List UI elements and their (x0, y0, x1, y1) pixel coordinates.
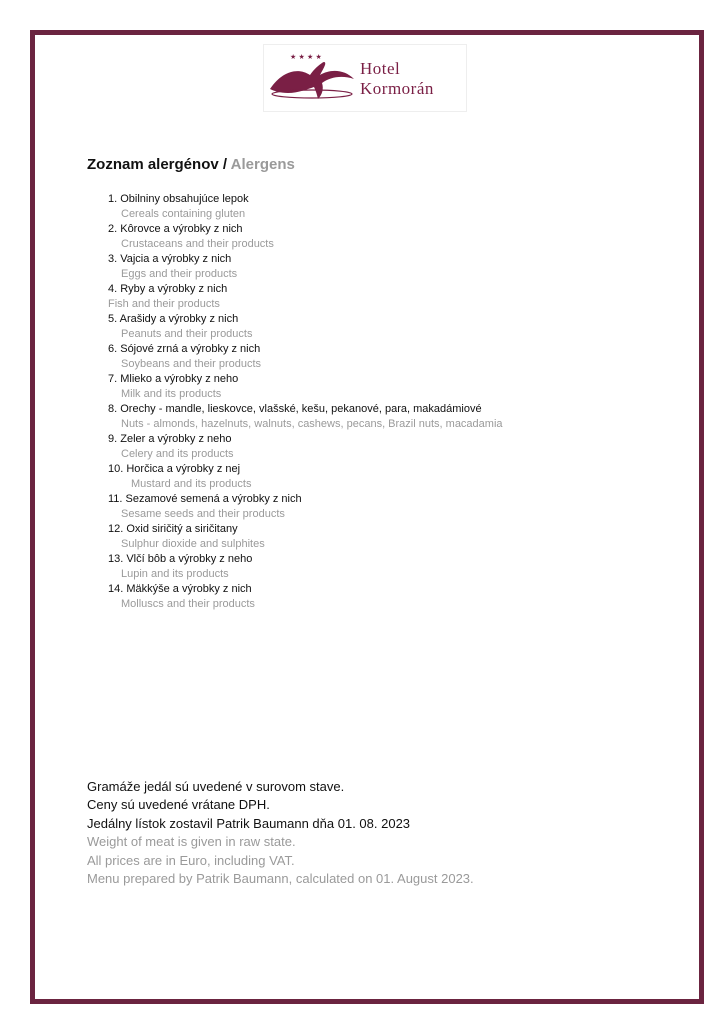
title-sk: Zoznam alergénov (87, 156, 219, 173)
allergen-en: Mustard and its products (131, 478, 252, 490)
allergen-item (108, 342, 668, 372)
allergen-sk: 6. Sójové zrná a výrobky z nich (108, 343, 261, 355)
allergen-en: Sulphur dioxide and sulphites (121, 538, 265, 550)
allergen-sk: 8. Orechy - mandle, lieskovce, vlašské, kešu, pekanové, para, makadámiové (108, 403, 482, 415)
logo-text-kormoran: Kormorán (360, 79, 434, 98)
allergen-item (108, 552, 668, 582)
allergen-sk: 5. Arašidy a výrobky z nich (108, 313, 239, 325)
footer-note-en: All prices are in Euro, including VAT. (87, 852, 295, 868)
allergen-item (108, 282, 668, 312)
allergen-item (108, 432, 668, 462)
allergen-en: Molluscs and their products (121, 598, 255, 610)
title-en: Alergens (230, 156, 295, 173)
allergen-item (108, 402, 668, 432)
allergen-en: Celery and its products (121, 448, 234, 460)
footer-note-en: Menu prepared by Patrik Baumann, calculated on 01. August 2023. (87, 871, 474, 887)
footer-note-en: Weight of meat is given in raw state. (87, 834, 296, 850)
allergen-en: Nuts - almonds, hazelnuts, walnuts, cashews, pecans, Brazil nuts, macadamia (121, 418, 503, 430)
page-title (87, 156, 295, 173)
allergen-en: Soybeans and their products (121, 358, 262, 370)
allergen-item (108, 192, 668, 222)
allergen-sk: 7. Mlieko a výrobky z neho (108, 373, 239, 385)
allergen-sk: 2. Kôrovce a výrobky z nich (108, 223, 243, 235)
allergen-sk: 3. Vajcia a výrobky z nich (108, 253, 232, 265)
allergen-en: Milk and its products (121, 388, 222, 400)
allergen-sk: 4. Ryby a výrobky z nich (108, 283, 228, 295)
footer-note-sk: Jedálny lístok zostavil Patrik Baumann dňa 01. 08. 2023 (87, 815, 411, 831)
allergen-item (108, 222, 668, 252)
allergen-en: Fish and their products (108, 298, 220, 310)
allergen-item (108, 462, 668, 492)
footer-note-sk: Gramáže jedál sú uvedené v surovom stave. (87, 779, 345, 794)
allergen-item (108, 372, 668, 402)
allergen-en: Cereals containing gluten (121, 208, 246, 220)
allergen-en: Sesame seeds and their products (121, 508, 285, 520)
footer-note-sk: Ceny sú uvedené vrátane DPH. (87, 797, 270, 813)
allergen-sk: 14. Mäkkýše a výrobky z nich (108, 583, 252, 595)
allergen-sk: 10. Horčica a výrobky z nej (108, 463, 241, 475)
allergen-item (108, 582, 668, 612)
logo-text-hotel: Hotel (360, 59, 401, 78)
allergen-en: Eggs and their products (121, 268, 238, 280)
allergen-sk: 1. Obilniny obsahujúce lepok (108, 193, 249, 205)
allergen-item (108, 492, 668, 522)
allergen-sk: 11. Sezamové semená a výrobky z nich (108, 493, 302, 505)
allergen-sk: 12. Oxid siričitý a siričitany (108, 523, 238, 535)
hotel-logo (263, 44, 467, 112)
allergen-en: Crustaceans and their products (121, 238, 274, 250)
allergen-item (108, 312, 668, 342)
footer-notes (87, 778, 474, 888)
allergen-item (108, 522, 668, 552)
allergen-list (108, 192, 668, 612)
allergen-en: Lupin and its products (121, 568, 229, 580)
title-separator: / (218, 156, 231, 173)
allergen-sk: 9. Zeler a výrobky z neho (108, 433, 232, 445)
logo-stars: ★ ★ ★ ★ (290, 53, 322, 61)
allergen-sk: 13. Vlčí bôb a výrobky z neho (108, 553, 253, 565)
allergen-item (108, 252, 668, 282)
allergen-en: Peanuts and their products (121, 328, 253, 340)
